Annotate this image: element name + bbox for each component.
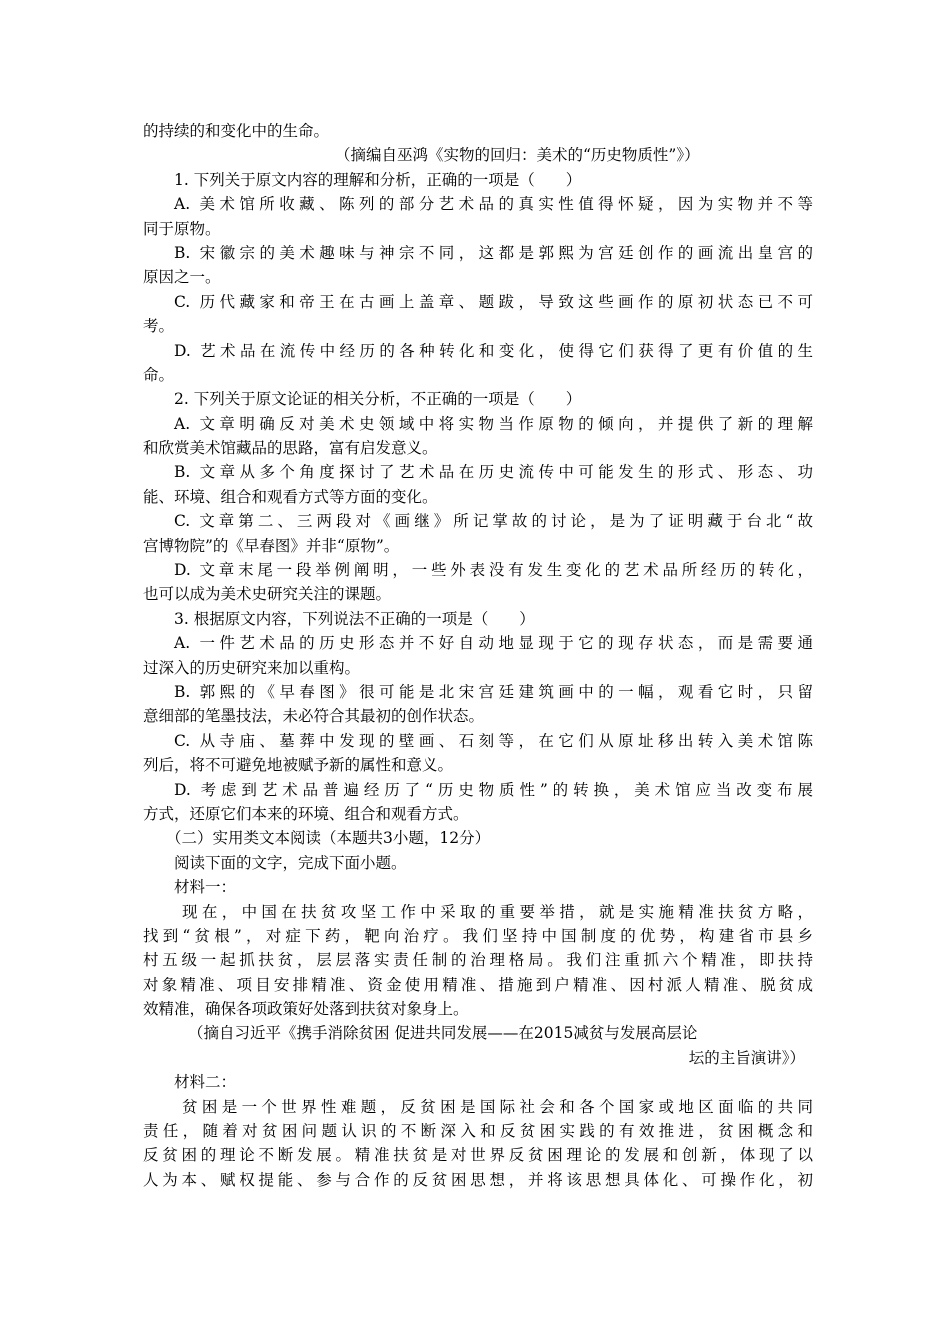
material-2-line: 反贫困的理论不断发展。精准扶贫是对世界反贫困理论的发展和创新，体现了以 [143, 1146, 813, 1165]
material-2-line: 责任，随着对贫困问题认识的不断深入和反贫困实践的有效推进，贫困概念和 [143, 1122, 813, 1141]
material-1-line: 现在，中国在扶贫攻坚工作中采取的重要举措，就是实施精准扶贫方略， [182, 902, 813, 921]
text-line: 和欣赏美术馆藏品的思路，富有启发意义。 [143, 439, 438, 458]
material-2-line: 贫困是一个世界性难题，反贫困是国际社会和各个国家或地区面临的共同 [182, 1097, 813, 1116]
option-3a: A. 一件艺术品的历史形态并不好自动地显现于它的现存状态，而是需要通 [174, 634, 813, 653]
option-3d: D. 考虑到艺术品普遍经历了“历史物质性”的转换，美术馆应当改变布展 [174, 780, 813, 799]
text-line: 意细部的笔墨技法，未必符合其最初的创作状态。 [143, 707, 485, 726]
option-2b: B. 文章从多个角度探讨了艺术品在历史流传中可能发生的形式、形态、功 [174, 463, 813, 482]
text-line: 也可以成为美术史研究关注的课题。 [143, 585, 392, 604]
question-2: 2. 下列关于原文论证的相关分析，不正确的一项是（ ） [174, 390, 582, 409]
material-1-line: 效精准，确保各项政策好处落到扶贫对象身上。 [143, 1000, 469, 1019]
option-1a: A. 美术馆所收藏、陈列的部分艺术品的真实性值得怀疑，因为实物并不等 [174, 195, 813, 214]
text-line: 的持续的和变化中的生命。 [143, 122, 330, 140]
material-1-label: 材料一： [174, 878, 237, 897]
instruction: 阅读下面的文字，完成下面小题。 [174, 853, 407, 872]
material-1-citation: （摘自习近平《携手消除贫困 促进共同发展——在2015减贫与发展高层论 [188, 1024, 698, 1043]
text-line: 能、环境、组合和观看方式等方面的变化。 [143, 487, 438, 506]
question-3: 3. 根据原文内容，下列说法不正确的一项是（ ） [174, 609, 535, 628]
text-line: 同于原物。 [143, 219, 221, 238]
option-1b: B. 宋徽宗的美术趣味与神宗不同，这都是郭熙为宫廷创作的画流出皇宫的 [174, 243, 813, 262]
text-line: 宫博物院”的《早春图》并非“原物”。 [143, 536, 400, 555]
option-1d: D. 艺术品在流传中经历的各种转化和变化，使得它们获得了更有价值的生 [174, 341, 813, 360]
option-2d: D. 文章末尾一段举例阐明，一些外表没有发生变化的艺术品所经历的转化， [174, 561, 813, 580]
option-1c: C. 历代藏家和帝王在古画上盖章、题跋，导致这些画作的原初状态已不可 [174, 292, 813, 311]
section-heading: （二）实用类文本阅读（本题共3小题，12分） [166, 829, 491, 848]
source-citation: （摘编自巫鸿《实物的回归：美术的“历史物质性”》） [335, 146, 700, 165]
material-1-line: 对象精准、项目安排精准、资金使用精准、措施到户精准、因村派人精准、脱贫成 [143, 975, 813, 994]
material-2-line: 人为本、赋权提能、参与合作的反贫困思想，并将该思想具体化、可操作化，初 [143, 1170, 813, 1189]
text-line: 命。 [143, 365, 175, 384]
text-line: 考。 [143, 317, 175, 336]
text-line: 列后，将不可避免地被赋予新的属性和意义。 [143, 756, 454, 775]
text-line: 原因之一。 [143, 268, 221, 287]
question-1: 1. 下列关于原文内容的理解和分析，正确的一项是（ ） [174, 170, 582, 189]
option-2a: A. 文章明确反对美术史领域中将实物当作原物的倾向，并提供了新的理解 [174, 414, 813, 433]
option-3c: C. 从寺庙、墓葬中发现的壁画、石刻等，在它们从原址移出转入美术馆陈 [174, 731, 813, 750]
material-1-line: 村五级一起抓扶贫，层层落实责任制的治理格局。我们注重抓六个精准，即扶持 [143, 951, 813, 970]
text-line: 方式，还原它们本来的环境、组合和观看方式。 [143, 804, 469, 823]
text-line: 过深入的历史研究来加以重构。 [143, 658, 361, 677]
material-1-line: 找到“贫根”，对症下药，靶向治疗。我们坚持中国制度的优势，构建省市县乡 [143, 926, 813, 945]
option-3b: B. 郭熙的《早春图》很可能是北宋宫廷建筑画中的一幅，观看它时，只留 [174, 682, 813, 701]
material-1-citation-cont: 坛的主旨演讲》） [688, 1048, 805, 1067]
material-2-label: 材料二： [174, 1073, 237, 1092]
option-2c: C. 文章第二、三两段对《画继》所记掌故的讨论，是为了证明藏于台北“故 [174, 512, 813, 531]
document-page [143, 119, 813, 1192]
